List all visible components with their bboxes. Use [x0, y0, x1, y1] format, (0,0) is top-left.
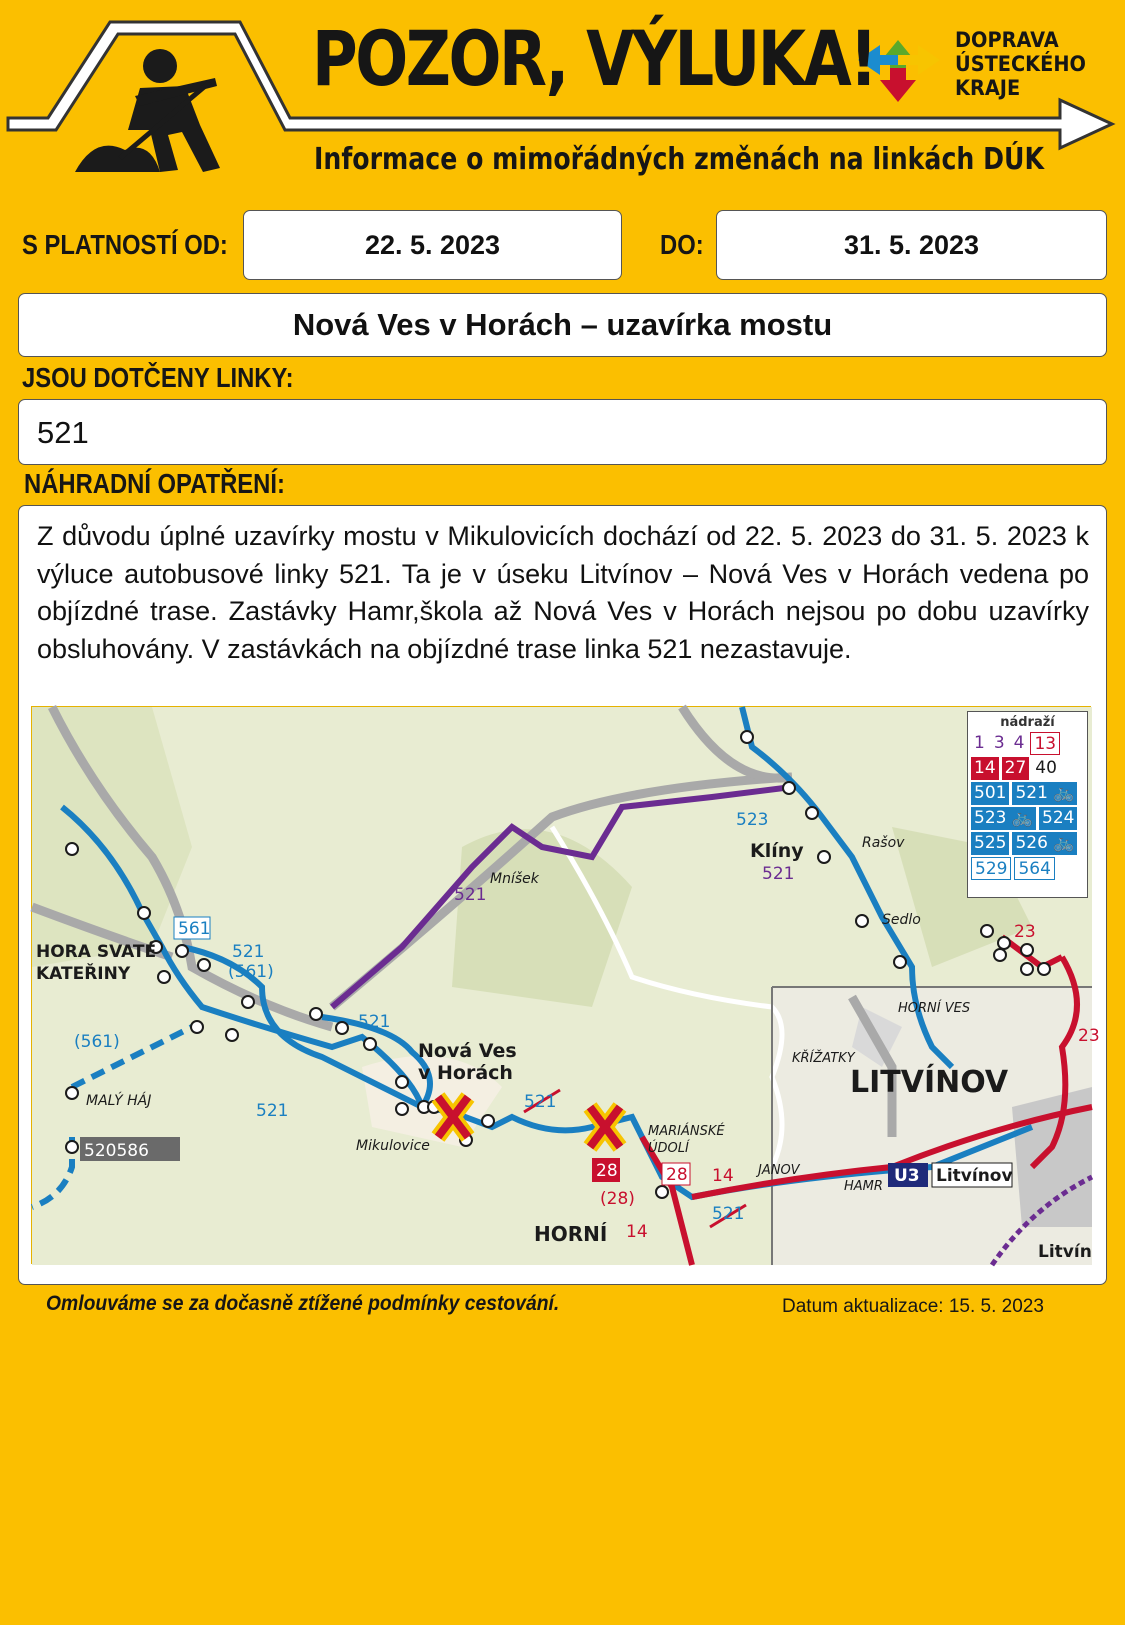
org-line-3: KRAJE — [955, 76, 1021, 100]
legend-row — [971, 807, 1084, 830]
line-521-label-b: 521 — [358, 1012, 391, 1032]
legend-line-chip: 27 — [1002, 757, 1030, 780]
line-23-label-b: 23 — [1078, 1026, 1100, 1046]
place-sedlo: Sedlo — [882, 912, 921, 928]
place-horni: HORNÍ — [534, 1222, 608, 1246]
map-graphic — [32, 707, 1100, 1265]
valid-from-value: 22. 5. 2023 — [243, 210, 622, 280]
org-line-2: ÚSTECKÉHO — [955, 52, 1086, 76]
line-521-label-c: 521 — [256, 1101, 289, 1121]
line-521-kliny-label: 521 — [762, 864, 795, 884]
legend-line-chip: 564 — [1014, 857, 1054, 880]
affected-lines-label: JSOU DOTČENY LINKY: — [22, 362, 294, 393]
legend-line-chip: 13 — [1030, 732, 1060, 755]
legend-line-chip: 40 — [1035, 758, 1057, 778]
measures-label: NÁHRADNÍ OPATŘENÍ: — [24, 468, 285, 499]
line-14-label: 14 — [712, 1166, 734, 1186]
line-561-paren-label: (561) — [228, 962, 274, 982]
line-561-label: 561 — [178, 919, 211, 939]
legend-line-chip: 14 — [971, 757, 999, 780]
legend-heading: nádraží — [1000, 715, 1055, 730]
organization-name — [955, 28, 1086, 100]
place-hora: HORA SVATÉ — [36, 942, 157, 962]
line-561-paren-label-b: (561) — [74, 1032, 120, 1052]
detour-map — [31, 706, 1100, 1264]
place-rasov: Rašov — [862, 835, 905, 851]
line-521-crossed-label-b: 521 — [712, 1204, 745, 1224]
line-28-label-b: 28 — [666, 1165, 688, 1185]
place-krizatky: KŘÍŽATKY — [792, 1051, 855, 1066]
litvinov-cut-label: Litvín — [1038, 1242, 1092, 1262]
legend-line-chip: 524 — [1039, 807, 1077, 830]
u3-label: U3 — [894, 1166, 920, 1186]
place-hamr: HAMR — [844, 1179, 883, 1194]
line-23-label: 23 — [1014, 922, 1036, 942]
apology-text: Omlouváme se za dočasně ztížené podmínky cestování. — [46, 1292, 560, 1315]
place-nova-ves-2: v Horách — [418, 1062, 513, 1084]
legend-line-chip: 526 🚲 — [1012, 832, 1077, 855]
valid-to-value: 31. 5. 2023 — [716, 210, 1107, 280]
legend-line-chip: 523 🚲 — [971, 807, 1036, 830]
legend-row — [971, 857, 1084, 880]
valid-to-label: DO: — [660, 229, 704, 260]
line-521-label: 521 — [232, 942, 265, 962]
valid-from-label: S PLATNOSTÍ OD: — [22, 229, 228, 260]
place-nova-ves: Nová Ves — [418, 1040, 517, 1062]
legend-line-chip: 1 — [974, 733, 985, 753]
legend-row — [971, 732, 1084, 755]
legend-rows — [968, 732, 1087, 880]
map-legend — [967, 711, 1088, 898]
legend-row — [971, 757, 1084, 780]
place-marianske-2: ÚDOLÍ — [648, 1141, 689, 1156]
measures-box — [18, 505, 1107, 1285]
update-date: Datum aktualizace: 15. 5. 2023 — [782, 1296, 1044, 1317]
line-28-paren-label: (28) — [600, 1189, 635, 1209]
line-523-label: 523 — [736, 810, 769, 830]
header-subtitle: Informace o mimořádných změnách na linkách DÚK — [314, 142, 1045, 177]
place-litvinov: LITVÍNOV — [850, 1065, 1009, 1100]
place-hora-2: KATEŘINY — [36, 964, 131, 984]
legend-line-chip: 525 — [971, 832, 1009, 855]
place-marianske: MARIÁNSKÉ — [648, 1124, 725, 1139]
line-521-detour-label: 521 — [454, 885, 487, 905]
legend-row — [971, 782, 1084, 805]
legend-line-chip: 529 — [971, 857, 1011, 880]
legend-line-chip: 521 🚲 — [1012, 782, 1077, 805]
notice-title: Nová Ves v Horách – uzavírka mostu — [18, 293, 1107, 357]
header-banner — [0, 0, 1125, 190]
place-maly-haj: MALÝ HÁJ — [86, 1093, 152, 1109]
main-title: POZOR, VÝLUKA! — [312, 14, 876, 103]
place-horni-ves: HORNÍ VES — [898, 1001, 971, 1016]
legend-line-chip: 4 — [1013, 733, 1025, 753]
line-14-label-b: 14 — [626, 1222, 648, 1242]
place-janov: JANOV — [758, 1163, 800, 1178]
affected-lines-value: 521 — [18, 399, 1107, 465]
place-mnisek: Mníšek — [490, 871, 539, 887]
org-line-1: DOPRAVA — [955, 28, 1059, 52]
place-kliny: Klíny — [750, 840, 804, 862]
legend-line-chip: 501 — [971, 782, 1009, 805]
tram-stop-label: 520586 — [84, 1141, 149, 1161]
measures-text: Z důvodu úplné uzavírky mostu v Mikulovicích dochází od 22. 5. 2023 do 31. 5. 2023 k výluce autobusové linky 521. Ta je v úseku Litvínov – Nová Ves v Horách vedena po objízdné trase. Zastávky Hamr,škola až Nová Ves v Horách nejsou po dobu uzavírky obsluhovány. V zastávkách na objízdné trase linka 521 nezastavuje. — [37, 521, 1089, 664]
legend-line-chip: 3 — [993, 733, 1005, 753]
u3-station-label: Litvínov — [936, 1166, 1013, 1186]
legend-row — [971, 832, 1084, 855]
line-28-label: 28 — [596, 1161, 618, 1181]
place-mikulovice: Mikulovice — [356, 1138, 430, 1154]
line-521-crossed-label: 521 — [524, 1092, 557, 1112]
